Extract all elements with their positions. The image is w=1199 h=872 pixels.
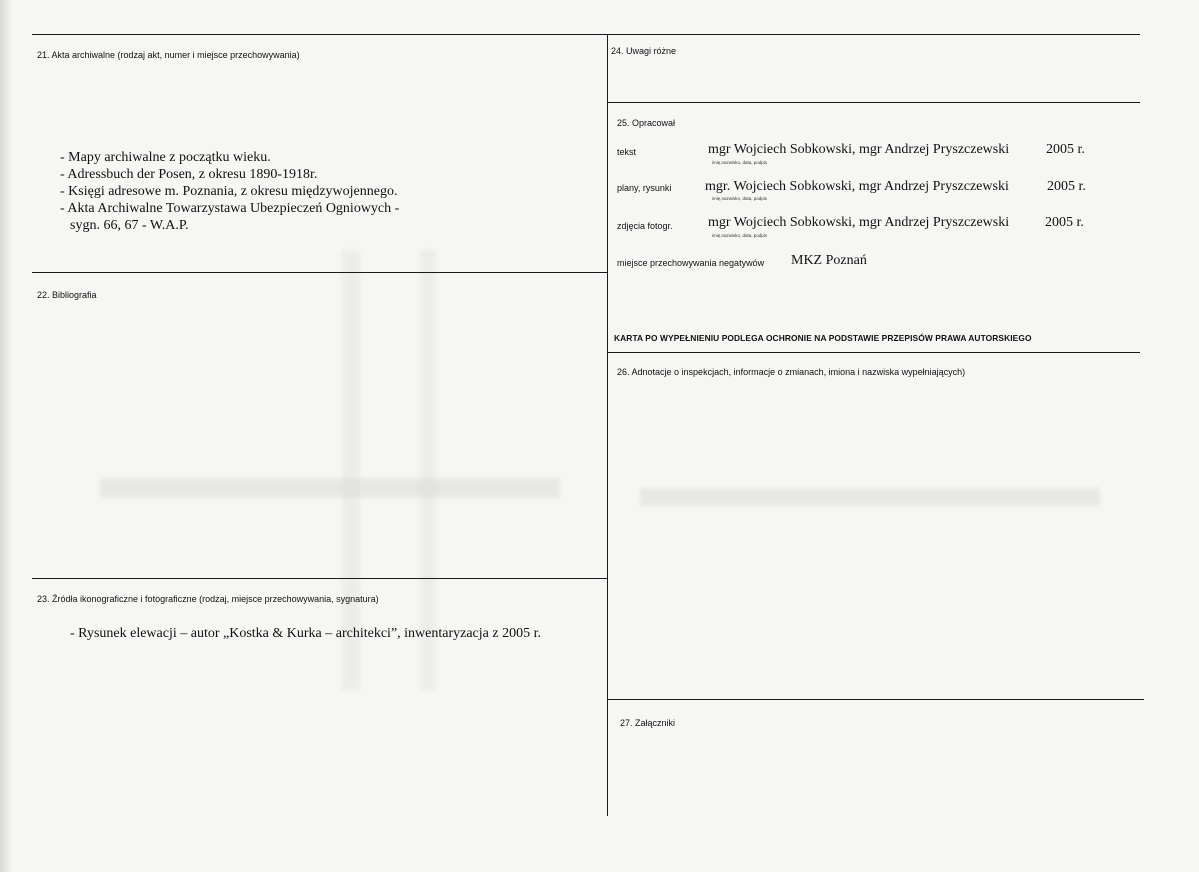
row-hint-plany: imię,nazwisko, data, podpis — [712, 196, 768, 201]
bleed-through-smudge — [100, 478, 560, 498]
list-item: - Akta Archiwalne Towarzystawa Ubezpieczeń Ogniowych - — [60, 201, 400, 216]
section-25-label: 25. Opracował — [617, 118, 676, 128]
bleed-through-smudge — [342, 250, 360, 690]
rule-24-25 — [607, 102, 1140, 103]
negatives-value: MKZ Poznań — [791, 253, 867, 268]
rule-26-27 — [607, 699, 1144, 700]
rule-25-26 — [607, 352, 1140, 353]
section-27-label: 27. Załączniki — [620, 718, 676, 728]
section-22-label: 22. Bibliografia — [37, 290, 97, 300]
row-label-tekst: tekst — [617, 147, 637, 157]
list-item: sygn. 66, 67 - W.A.P. — [70, 218, 189, 233]
row-year-tekst: 2005 r. — [1046, 142, 1085, 157]
list-item: - Adressbuch der Posen, z okresu 1890-1918r. — [60, 167, 318, 182]
row-value-zdjecia: mgr Wojciech Sobkowski, mgr Andrzej Pryszczewski — [708, 215, 1010, 230]
row-year-zdjecia: 2005 r. — [1045, 215, 1084, 230]
row-year-plany: 2005 r. — [1047, 179, 1086, 194]
section-26-label: 26. Adnotacje o inspekcjach, informacje o zmianach, imiona i nazwiska wypełniających) — [617, 367, 966, 377]
row-value-tekst: mgr Wojciech Sobkowski, mgr Andrzej Pryszczewski — [708, 142, 1010, 157]
section-21-list — [60, 149, 399, 234]
row-label-zdjecia: zdjęcia fotogr. — [617, 221, 673, 231]
bleed-through-smudge — [420, 250, 436, 690]
row-hint-zdjecia: imię,nazwisko, data, podpis — [712, 233, 768, 238]
scan-edge-shadow — [0, 0, 12, 872]
list-item: - Mapy archiwalne z początku wieku. — [60, 150, 271, 165]
negatives-label: miejsce przechowywania negatywów — [617, 258, 765, 268]
row-value-plany: mgr. Wojciech Sobkowski, mgr Andrzej Pryszczewski — [705, 179, 1009, 194]
list-item: - Księgi adresowe m. Poznania, z okresu międzywojennego. — [60, 184, 398, 199]
section-21-label: 21. Akta archiwalne (rodzaj akt, numer i miejsce przechowywania) — [37, 50, 300, 60]
top-rule — [32, 34, 1140, 35]
section-23-label: 23. Źródła ikonograficzne i fotograficzne (rodzaj, miejsce przechowywania, sygnatura) — [37, 594, 379, 604]
bleed-through-smudge — [640, 488, 1100, 506]
row-label-plany: plany, rysunki — [617, 183, 672, 193]
row-hint-tekst: imię,nazwisko, data, podpis — [712, 160, 768, 165]
rule-21-22 — [32, 272, 607, 273]
section-23-item: - Rysunek elewacji – autor „Kostka & Kurka – architekci”, inwentaryzacja z 2005 r. — [70, 626, 541, 641]
copyright-notice: KARTA PO WYPEŁNIENIU PODLEGA OCHRONIE NA PODSTAWIE PRZEPISÓW PRAWA AUTORSKIEGO — [614, 333, 1032, 343]
rule-22-23 — [32, 578, 607, 579]
section-24-label: 24. Uwagi różne — [611, 46, 677, 56]
